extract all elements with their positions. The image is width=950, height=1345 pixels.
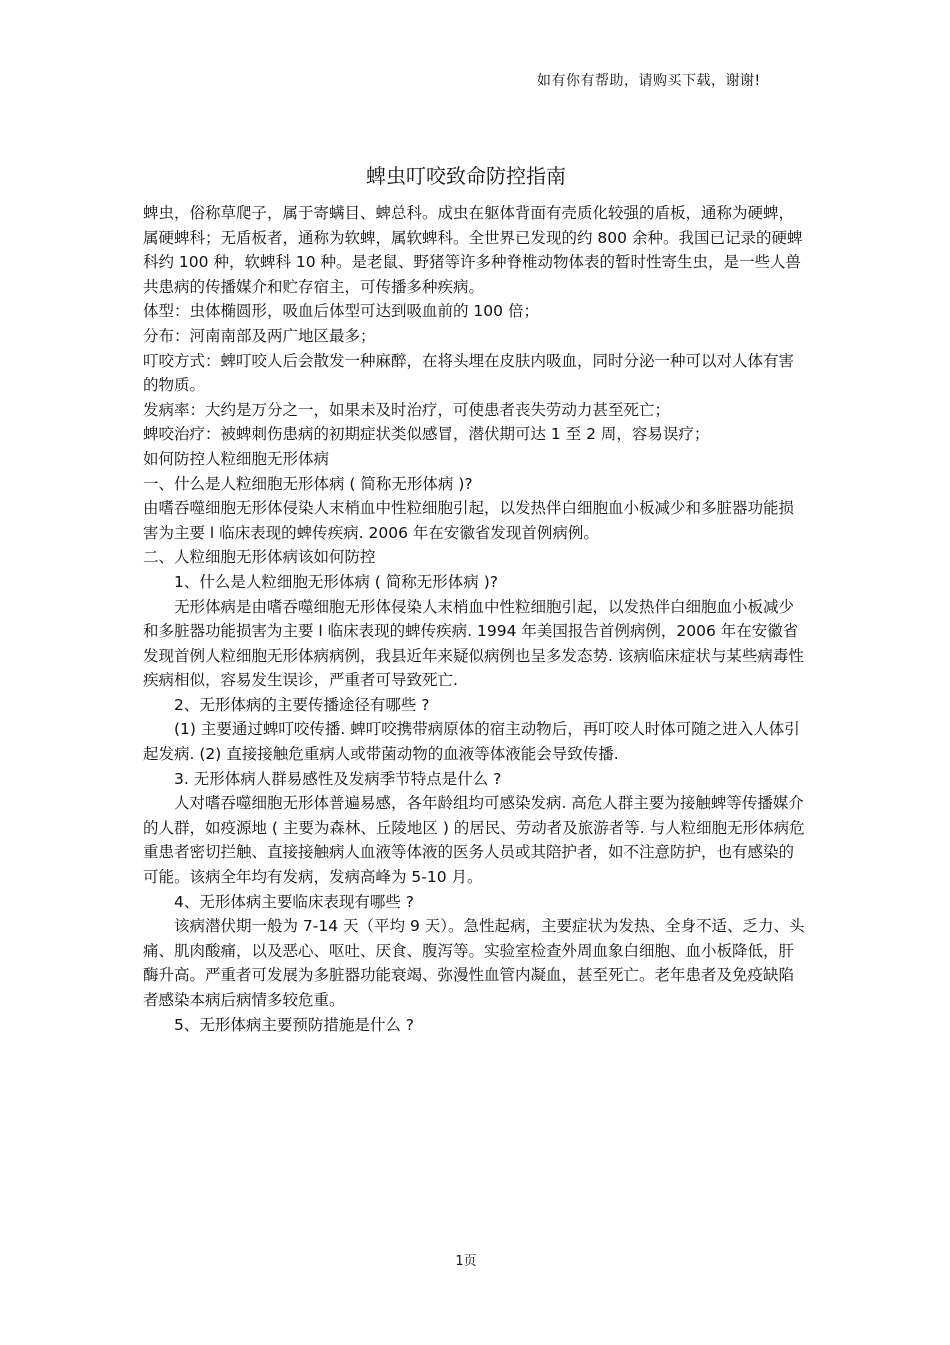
header-note: 如有你有帮助，请购买下载，谢谢! bbox=[537, 73, 761, 89]
paragraph-answer: 该病潜伏期一般为 7-14 天（平均 9 天）。急性起病，主要症状为发热、全身不适、乏力、头痛、肌肉酸痛，以及恶心、呕吐、厌食、腹泻等。实验室检查外周血象白细胞、血小板降低，肝酶升高。严重者可发展为多脏器功能衰竭、弥漫性血管内凝血，甚至死亡。老年患者及免疫缺陷者感染本病后病情多较危重。 bbox=[143, 917, 805, 1009]
paragraph-body-shape: 体型：虫体椭圆形，吸血后体型可达到吸血前的 100 倍； bbox=[143, 302, 539, 321]
section-heading: 如何防控人粒细胞无形体病 bbox=[143, 449, 330, 468]
document-title: 蜱虫叮咬致命防控指南 bbox=[366, 164, 566, 188]
paragraph-answer: 人对嗜吞噬细胞无形体普遍易感，各年龄组均可感染发病. 高危人群主要为接触蜱等传播媒介的人群，如疫源地 ( 主要为森林、丘陵地区 ) 的居民、劳动者及旅游者等. 与人粒细胞无形体病危重患者密切拦触、直接接触病人血液等体液的医务人员或其陪护者，如不注意防护，也有感染的可能。该病全年均有发病，发病高峰为 5-10 月。 bbox=[143, 794, 805, 887]
section-heading: 二、人粒细胞无形体病该如何防控 bbox=[143, 548, 376, 567]
paragraph-incidence: 发病率：大约是万分之一，如果未及时治疗，可使患者丧失劳动力甚至死亡； bbox=[143, 400, 671, 419]
question-heading: 5、无形体病主要预防措施是什么 ? bbox=[174, 1015, 415, 1034]
page-number: 1页 bbox=[455, 1254, 477, 1269]
paragraph-answer: 无形体病是由嗜吞噬细胞无形体侵染人末梢血中性粒细胞引起，以发热伴白细胞血小板减少和多脏器功能损害为主要 l 临床表现的蜱传疾病. 1994 年美国报告首例病例，2006 年在安徽省发现首例人粒细胞无形体病病例，我县近年来疑似病例也呈多发态势. 该病临床症状与某些病毒性疾病相似，容易发生误诊，严重者可导致死亡. bbox=[143, 597, 804, 690]
question-heading: 2、无形体病的主要传播途径有哪些 ? bbox=[174, 695, 430, 714]
question-heading: 4、无形体病主要临床表现有哪些 ? bbox=[174, 892, 415, 911]
question-heading: 一、什么是人粒细胞无形体病 ( 简称无形体病 )? bbox=[143, 474, 473, 493]
paragraph-bite-method: 叮咬方式：蜱叮咬人后会散发一种麻醉，在将头埋在皮肤内吸血，同时分泌一种可以对人体有害的物质。 bbox=[143, 351, 795, 395]
paragraph-intro: 蜱虫，俗称草爬子，属于寄螨目、蜱总科。成虫在躯体背面有壳质化较强的盾板，通称为硬蜱，属硬蜱科；无盾板者，通称为软蜱，属软蜱科。全世界已发现的约 800 余种。我国已记录的硬蜱科约 100 种，软蜱科 10 种。是老鼠、野猪等许多种脊椎动物体表的暂时性寄生虫，是一些人兽共患病的传播媒介和贮存宿主，可传播多种疾病。 bbox=[143, 204, 803, 296]
paragraph-distribution: 分布：河南南部及两广地区最多； bbox=[143, 326, 376, 345]
paragraph-treatment: 蜱咬治疗：被蜱刺伤患病的初期症状类似感冒，潜伏期可达 1 至 2 周，容易误疗； bbox=[143, 425, 710, 444]
paragraph-definition: 由嗜吞噬细胞无形体侵染人末梢血中性粒细胞引起，以发热伴白细胞血小板减少和多脏器功能损害为主要 l 临床表现的蜱传疾病. 2006 年在安徽省发现首例病例。 bbox=[143, 499, 795, 542]
paragraph-answer: (1) 主要通过蜱叮咬传播. 蜱叮咬携带病原体的宿主动物后，再叮咬人时体可随之进入人体引起发病. (2) 直接接触危重病人或带菌动物的血液等体液能会导致传播. bbox=[143, 720, 800, 764]
question-heading: 1、什么是人粒细胞无形体病 ( 简称无形体病 )? bbox=[174, 572, 498, 591]
document-body bbox=[143, 201, 808, 1037]
question-heading: 3. 无形体病人群易感性及发病季节特点是什么 ? bbox=[174, 769, 502, 788]
